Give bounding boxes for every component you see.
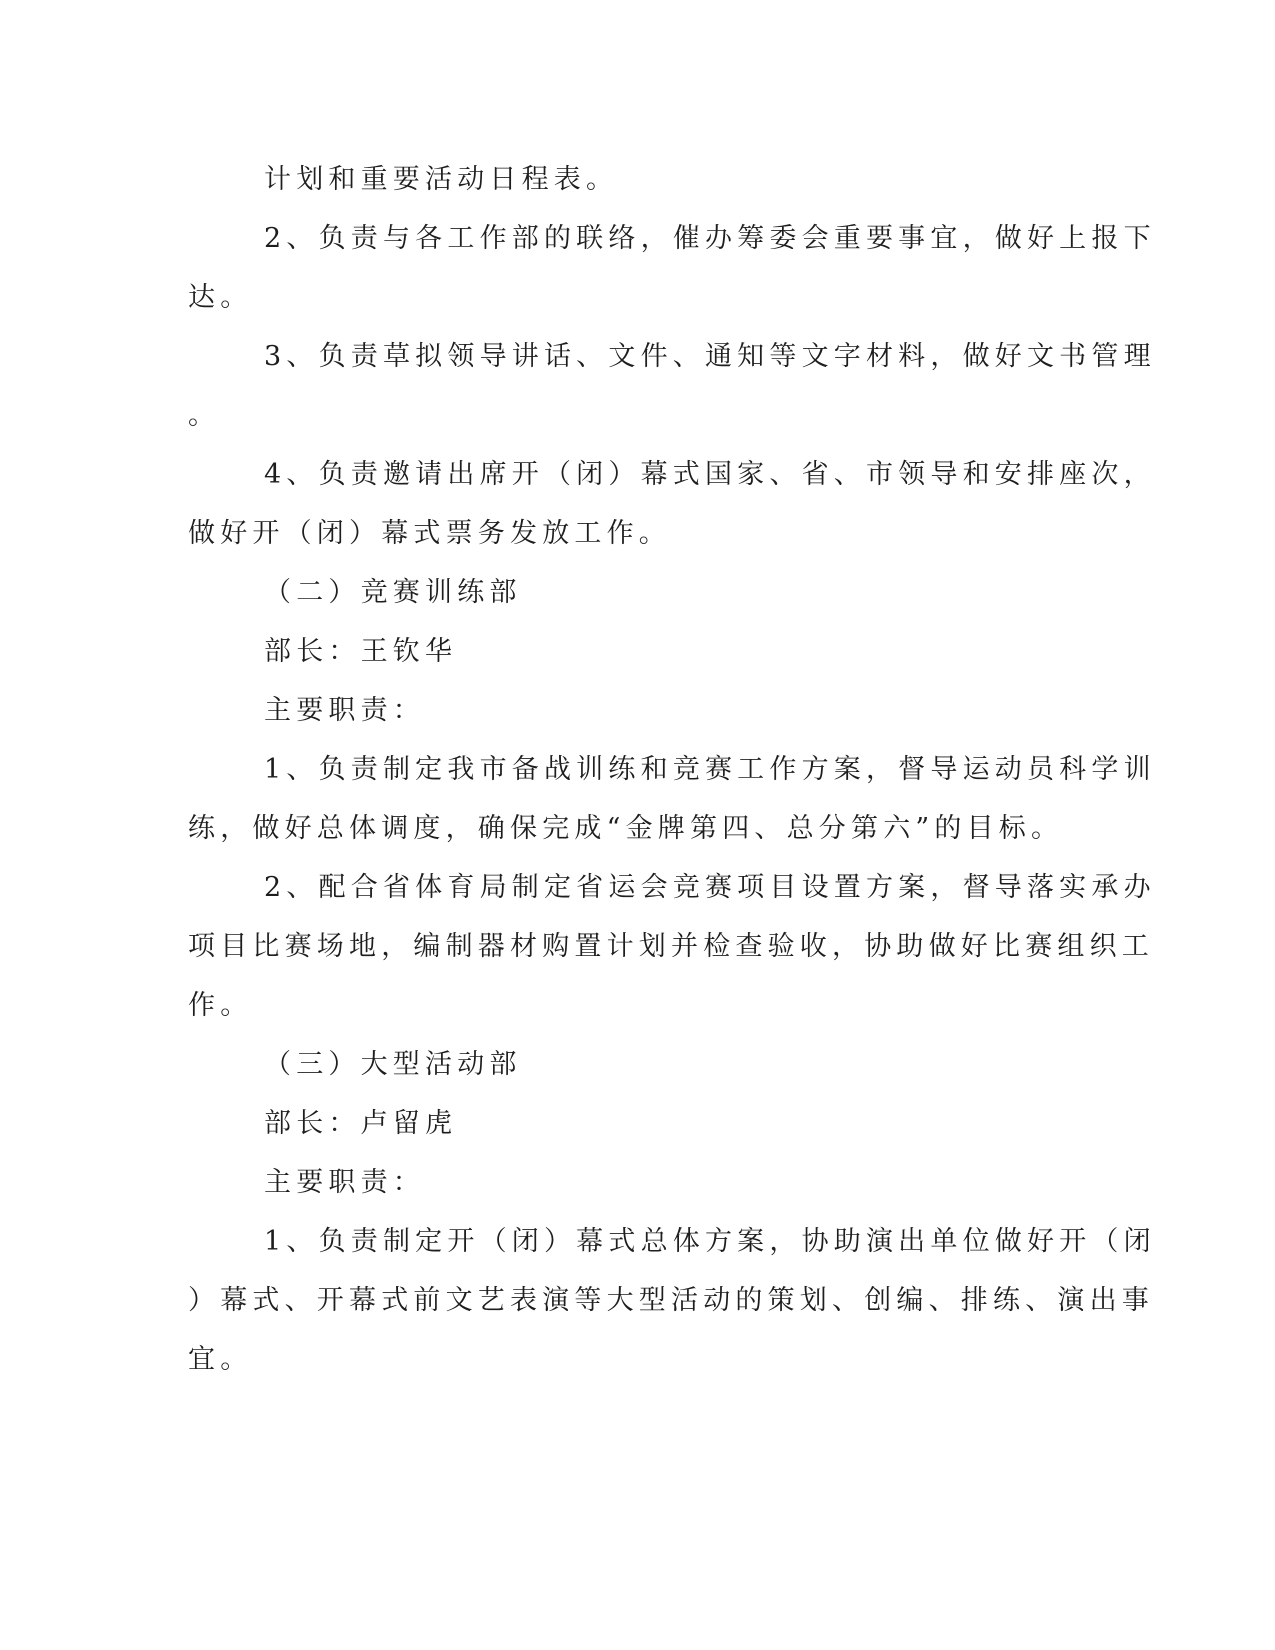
section-heading: （三）大型活动部 (264, 1049, 522, 1080)
text-line: 。 (188, 400, 221, 431)
text-line: 主要职责： (264, 1167, 425, 1198)
text-line: ）幕式、开幕式前文艺表演等大型活动的策划、创编、排练、演出事 (188, 1285, 1154, 1316)
section-heading: （二）竞赛训练部 (264, 577, 522, 608)
text-line: 作。 (188, 990, 253, 1021)
text-line: 4、负责邀请出席开（闭）幕式国家、省、市领导和安排座次， (264, 459, 1156, 490)
text-line: 练，做好总体调度，确保完成“金牌第四、总分第六”的目标。 (188, 813, 1064, 844)
text-line: 2、负责与各工作部的联络，催办筹委会重要事宜，做好上报下 (264, 223, 1156, 254)
text-line: 达。 (188, 282, 253, 313)
text-line: 项目比赛场地，编制器材购置计划并检查验收，协助做好比赛组织工 (188, 931, 1154, 962)
text-line: 宜。 (188, 1344, 253, 1375)
text-line: 1、负责制定开（闭）幕式总体方案，协助演出单位做好开（闭 (264, 1226, 1156, 1257)
text-line: 部长：王钦华 (264, 636, 458, 667)
text-line: 主要职责： (264, 695, 425, 726)
text-line: 做好开（闭）幕式票务发放工作。 (188, 518, 671, 549)
text-line: 计划和重要活动日程表。 (264, 164, 619, 195)
text-line: 3、负责草拟领导讲话、文件、通知等文字材料，做好文书管理 (264, 341, 1156, 372)
text-line: 2、配合省体育局制定省运会竞赛项目设置方案，督导落实承办 (264, 872, 1156, 903)
text-line: 1、负责制定我市备战训练和竞赛工作方案，督导运动员科学训 (264, 754, 1156, 785)
text-line: 部长：卢留虎 (264, 1108, 458, 1139)
